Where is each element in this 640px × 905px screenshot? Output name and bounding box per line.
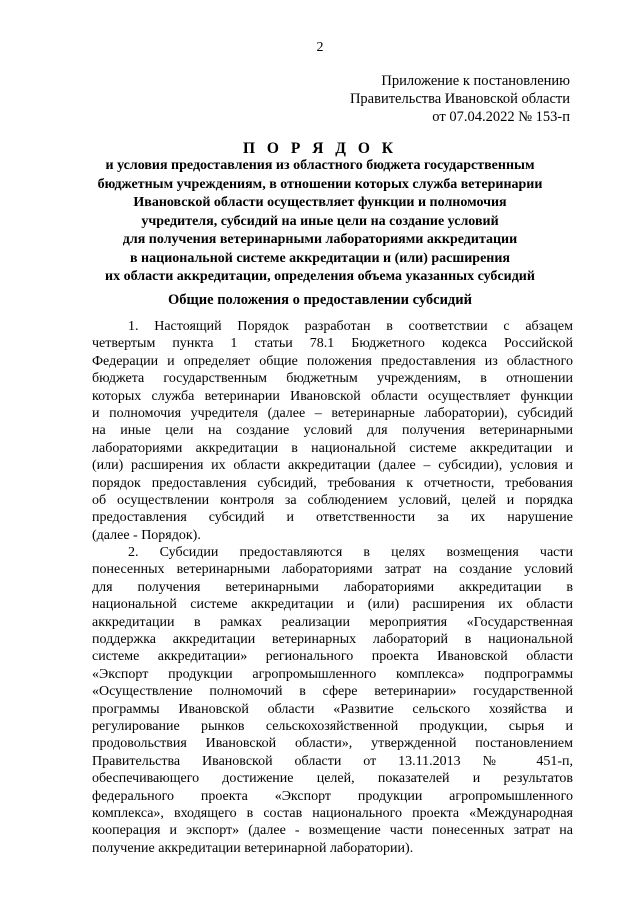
text-line: бюджета государственным бюджетным учреждениям, в отношении	[92, 371, 573, 387]
document-body	[92, 318, 573, 857]
text-line: получение аккредитации ветеринарной лаборатории).	[92, 840, 414, 856]
section-heading: Общие положения о предоставлении субсидий	[168, 292, 472, 308]
subtitle-line: бюджетным учреждениям, в отношении которых служба ветеринарии	[97, 176, 543, 192]
text-line: 1. Настоящий Порядок разработан в соответствии с абзацем	[128, 319, 573, 334]
text-line: предоставления субсидий и ответственности за их нарушение	[92, 510, 573, 526]
subtitle-line: Ивановской области осуществляет функции и полномочия	[133, 195, 507, 210]
text-line: системе аккредитации» регионального проекта Ивановской области	[92, 649, 573, 665]
text-line: которых служба ветеринарии Ивановской области осуществляет функции	[92, 388, 573, 404]
text-line: понесенных ветеринарными лабораториями затрат на создание условий	[92, 562, 573, 578]
text-line: кооперация и экспорт» (далее - возмещение части понесенных затрат на	[92, 823, 573, 839]
appendix-line: Правительства Ивановской области	[349, 91, 570, 107]
subtitle-line: в национальной системе аккредитации и (или) расширения	[130, 250, 510, 266]
text-line: для получения ветеринарными лабораториями аккредитации в	[92, 579, 573, 595]
text-line: комплекса», входящего в состав национального проекта «Международная	[92, 805, 573, 821]
paragraph-2	[92, 544, 573, 857]
text-line: продовольствия Ивановской области», утвержденной постановлением	[92, 736, 573, 752]
text-line: обеспечивающего достижение целей, показателей и результатов	[92, 771, 573, 787]
text-line: лабораториями аккредитации в национальной системе аккредитации и	[92, 440, 573, 456]
appendix-line: Приложение к постановлению	[381, 73, 570, 89]
paragraph-1	[92, 318, 573, 544]
text-line: 2. Субсидии предоставляются в целях возмещения части	[128, 545, 573, 561]
subtitle-line: учредителя, субсидий на иные цели на создание условий	[141, 213, 499, 229]
text-line: (далее - Порядок).	[92, 527, 201, 543]
text-line: на иные цели на создание условий для получения ветеринарными	[92, 423, 573, 439]
text-line: Федерации и определяет общие положения предоставления из областного	[92, 353, 573, 369]
text-line: об осуществлении контроля за соблюдением условий, целей и порядка	[92, 492, 573, 508]
text-line: федерального проекта «Экспорт продукции агропромышленного	[92, 788, 573, 804]
text-line: регулирование рынков сельскохозяйственной продукции, сырья и	[92, 718, 573, 734]
text-line: «Осуществление полномочий в сфере ветеринарии» государственной	[92, 684, 573, 700]
text-line: четвертым пункта 1 статьи 78.1 Бюджетного кодекса Российской	[92, 336, 573, 352]
appendix-line: от 07.04.2022 № 153-п	[432, 109, 570, 125]
subtitle-line: для получения ветеринарными лабораториями аккредитации	[122, 232, 518, 247]
text-line: порядок предоставления субсидий, требования к отчетности, требования	[92, 475, 573, 491]
text-line: и полномочия учредителя (далее – ветеринарные лаборатории), субсидий	[92, 405, 573, 421]
text-line: программы Ивановской области «Развитие сельского хозяйства и	[92, 701, 573, 717]
document-subtitle	[70, 157, 570, 287]
subtitle-line: их области аккредитации, определения объема указанных субсидий	[105, 269, 535, 284]
text-line: аккредитации в рамках реализации мероприятия «Государственная	[92, 614, 573, 630]
text-line: поддержка аккредитации ветеринарных лабораторий в национальной	[92, 632, 573, 648]
subtitle-line: и условия предоставления из областного бюджета государственным	[105, 158, 535, 173]
appendix-block	[350, 72, 570, 126]
page-number: 2	[316, 40, 324, 55]
text-line: национальной системе аккредитации и (или) расширения их области	[92, 597, 573, 613]
text-line: (или) расширения их области аккредитации (далее – субсидии), условия и	[92, 458, 573, 474]
text-line: Правительства Ивановской области от 13.11.2013 № 451-п,	[92, 753, 573, 769]
text-line: «Экспорт продукции агропромышленного комплекса» подпрограммы	[92, 666, 573, 682]
document-title: П О Р Я Д О К	[243, 140, 397, 157]
